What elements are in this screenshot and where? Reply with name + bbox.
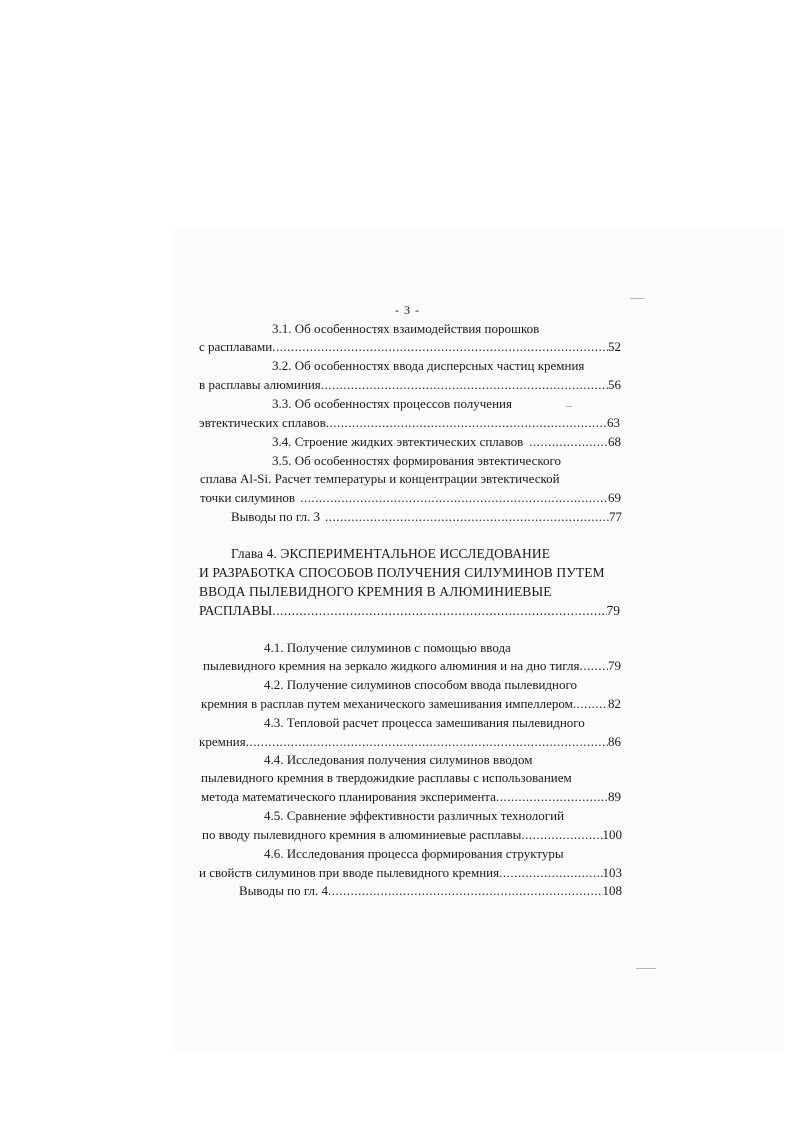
toc-entry-4-4	[201, 789, 621, 805]
toc-4-1-page: 79	[608, 658, 621, 673]
chapter4-heading-line3: ВВОДА ПЫЛЕВИДНОГО КРЕМНИЯ В АЛЮМИНИЕВЫЕ	[199, 584, 552, 599]
scan-speck	[566, 406, 572, 407]
toc-3-3-title: 3.3. Об особенностях процессов получения	[272, 396, 512, 411]
toc-3-5-line2: сплава Al-Si. Расчет температуры и концентрации эвтектической	[200, 471, 560, 486]
dot-leader	[573, 696, 608, 712]
toc-4-2-title: 4.2. Получение силуминов способом ввода пылевидного	[264, 677, 578, 692]
toc-4-4-title: 4.4. Исследования получения силуминов вводом	[264, 752, 533, 767]
toc-4-4-cont: метода математического планирования эксперимента	[201, 789, 496, 804]
toc-4-1-cont: пылевидного кремния на зеркало жидкого алюминия и на дно тигля	[203, 658, 580, 673]
toc-3-4-title: 3.4. Строение жидких эвтектических сплавов	[272, 434, 524, 449]
toc-4-2-cont: кремния в расплав путем механического замешивания импеллером	[201, 696, 573, 711]
scan-speck	[636, 968, 656, 969]
toc-4-5-page: 100	[602, 827, 622, 842]
toc-4-3-title: 4.3. Тепловой расчет процесса замешивания пылевидного	[264, 715, 585, 730]
toc-entry-4-conclusions	[239, 883, 622, 899]
toc-4-1-title: 4.1. Получение силуминов с помощью ввода	[264, 640, 511, 655]
toc-3-3-page: 63	[607, 415, 620, 430]
toc-4-conclusions-page: 108	[602, 883, 622, 898]
toc-3-4-page: 68	[608, 434, 621, 449]
dot-leader	[499, 865, 602, 881]
toc-entry-3-3	[199, 415, 620, 431]
toc-3-1-page: 52	[608, 339, 621, 354]
toc-4-3-cont: кремния	[199, 734, 246, 749]
toc-entry-3-5	[200, 490, 621, 506]
toc-entry-3-4	[272, 434, 621, 450]
dot-leader	[300, 490, 608, 506]
toc-entry-3-conclusions	[231, 509, 622, 525]
dot-leader	[272, 339, 608, 355]
dot-leader	[246, 734, 608, 750]
toc-4-6-title: 4.6. Исследования процесса формирования структуры	[264, 846, 564, 861]
toc-entry-3-1	[199, 339, 621, 355]
dot-leader	[579, 658, 608, 674]
dot-leader	[321, 377, 608, 393]
toc-3-2-cont: в расплавы алюминия	[199, 377, 321, 392]
toc-4-4-line2: пылевидного кремния в твердожидкие расплавы с использованием	[201, 770, 572, 785]
toc-4-5-cont: по вводу пылевидного кремния в алюминиевые расплавы	[202, 827, 522, 842]
toc-3-5-cont: точки силуминов	[200, 490, 296, 505]
toc-3-conclusions-title: Выводы по гл. 3	[231, 509, 321, 524]
chapter4-page: 79	[606, 603, 620, 618]
dot-leader	[529, 434, 608, 450]
toc-entry-chapter4	[199, 603, 620, 619]
toc-4-2-page: 82	[608, 696, 621, 711]
toc-entry-4-2	[201, 696, 621, 712]
toc-entry-4-6	[199, 865, 622, 881]
dot-leader	[325, 509, 609, 525]
toc-3-3-cont: эвтектических сплавов	[199, 415, 326, 430]
toc-4-3-page: 86	[608, 734, 621, 749]
toc-3-5-page: 69	[608, 490, 621, 505]
chapter4-heading-cont: РАСПЛАВЫ	[199, 603, 273, 618]
toc-entry-4-1	[203, 658, 621, 674]
toc-3-1-cont: с расплавами	[199, 339, 273, 354]
toc-entry-3-2	[199, 377, 621, 393]
toc-4-6-cont: и свойств силуминов при вводе пылевидного кремния	[199, 865, 500, 880]
dot-leader	[328, 883, 602, 899]
chapter4-heading-line1: Глава 4. ЭКСПЕРИМЕНТАЛЬНОЕ ИССЛЕДОВАНИЕ	[231, 546, 551, 561]
toc-3-conclusions-page: 77	[609, 509, 622, 524]
toc-3-2-title: 3.2. Об особенностях ввода дисперсных частиц кремния	[272, 358, 585, 373]
toc-4-6-page: 103	[602, 865, 622, 880]
toc-4-conclusions-title: Выводы по гл. 4	[239, 883, 329, 898]
chapter4-heading-line2: И РАЗРАБОТКА СПОСОБОВ ПОЛУЧЕНИЯ СИЛУМИНОВ ПУТЕМ	[199, 565, 605, 580]
dot-leader	[521, 827, 602, 843]
toc-3-2-page: 56	[608, 377, 621, 392]
dot-leader	[496, 789, 608, 805]
toc-entry-4-5	[202, 827, 622, 843]
toc-entry-4-3	[199, 734, 621, 750]
toc-4-4-page: 89	[608, 789, 621, 804]
toc-4-5-title: 4.5. Сравнение эффективности различных технологий	[264, 808, 565, 823]
dot-leader	[272, 603, 606, 619]
scan-speck	[630, 298, 644, 299]
page-number: - 3 -	[395, 303, 420, 317]
dot-leader	[326, 415, 607, 431]
toc-3-1-title: 3.1. Об особенностях взаимодействия порошков	[272, 321, 540, 336]
toc-3-5-title: 3.5. Об особенностях формирования эвтектического	[272, 453, 562, 468]
